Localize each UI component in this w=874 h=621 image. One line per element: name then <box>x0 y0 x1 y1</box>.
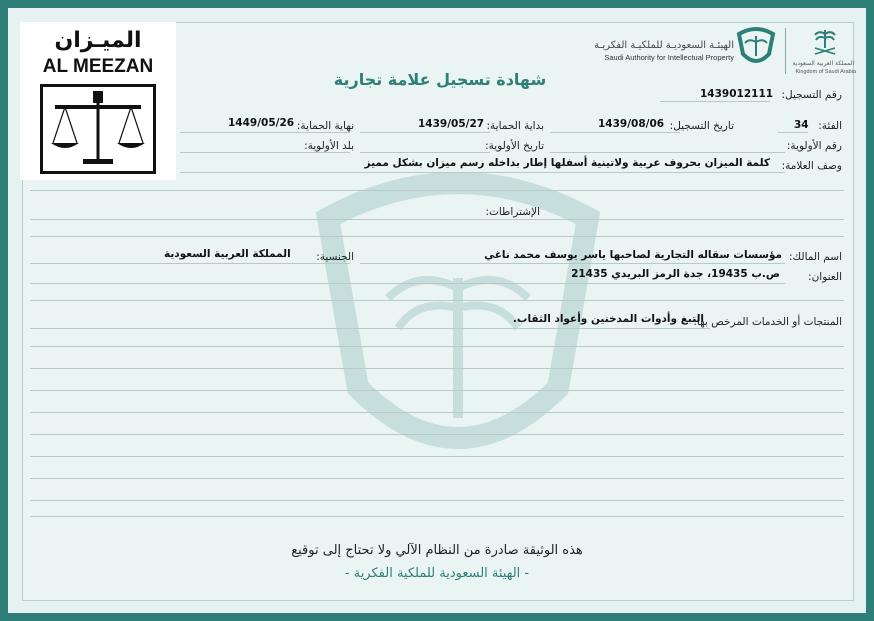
protection-start-value: 1439/05/27 <box>418 118 485 130</box>
nationality-label: الجنسية: <box>316 251 354 263</box>
class-value: 34 <box>794 119 809 131</box>
line <box>180 172 785 173</box>
line <box>30 434 844 435</box>
registration-number-value: 1439012111 <box>700 88 774 100</box>
authority-name-arabic: الهيئـة السعوديـة للملكيـة الفكريـة <box>594 40 734 51</box>
mark-description-value: كلمة الميزان بحروف عربية ولاتينية أسفلها إطار بداخله رسم ميزان بشكل مميز <box>364 157 770 169</box>
line <box>30 412 844 413</box>
line <box>30 300 844 301</box>
line <box>30 390 844 391</box>
line <box>30 190 844 191</box>
protection-end-value: 1449/05/26 <box>228 117 295 129</box>
address-value: ص.ب 19435، جدة الرمز البريدي 21435 <box>571 268 780 280</box>
owner-label: اسم المالك: <box>788 251 842 263</box>
goods-label: المنتجات أو الخدمات المرخص بها: <box>693 316 842 328</box>
line <box>30 236 844 237</box>
footer-notice: هذه الوثيقة صادرة من النظام الآلي ولا تحتاج إلى توقيع <box>291 543 583 558</box>
priority-date-label: تاريخ الأولوية: <box>485 140 544 152</box>
mark-frame <box>40 84 156 174</box>
line <box>30 478 844 479</box>
mark-name-arabic: الميـزان <box>54 28 142 53</box>
registration-number-label: رقم التسجيل: <box>781 89 842 101</box>
class-label: الفئة: <box>818 120 842 132</box>
address-label: العنوان: <box>808 271 842 283</box>
footer-authority: - الهيئة السعودية للملكية الفكرية - <box>344 566 530 581</box>
mark-name-english: AL MEEZAN <box>42 56 154 77</box>
conditions-label: الإشتراطات: <box>485 206 540 218</box>
owner-value: مؤسسات سقاله التجارية لصاحبها ياسر يوسف محمد ناغي <box>484 249 782 261</box>
certificate-title: شهادة تسجيل علامة تجارية <box>333 70 547 89</box>
goods-value: التبغ وأدوات المدخنين وأعواد الثقاب. <box>512 313 704 325</box>
trademark-image <box>20 22 176 180</box>
line <box>30 283 785 284</box>
line <box>360 152 490 153</box>
saip-shield-icon <box>736 24 776 68</box>
protection-end-label: نهاية الحماية: <box>296 120 354 132</box>
line <box>30 219 844 220</box>
line <box>180 152 350 153</box>
line <box>30 456 844 457</box>
kingdom-name-english: Kingdom of Saudi Arabia <box>795 69 856 75</box>
mark-description-label: وصف العلامة: <box>781 160 842 172</box>
header-divider <box>785 28 786 74</box>
line <box>550 152 785 153</box>
line <box>30 516 844 517</box>
line <box>360 132 490 133</box>
scale-of-justice-icon <box>43 87 153 171</box>
line <box>30 263 350 264</box>
line <box>360 263 785 264</box>
line <box>30 368 844 369</box>
authority-name-english: Saudi Authority for Intellectual Property <box>604 53 734 62</box>
kingdom-name-arabic: المملكة العربية السعودية <box>792 60 854 67</box>
line <box>30 346 844 347</box>
registration-date-value: 1439/08/06 <box>598 118 665 130</box>
line <box>550 132 680 133</box>
line <box>778 132 808 133</box>
priority-country-label: بلد الأولوية: <box>304 140 354 152</box>
line <box>30 500 844 501</box>
line <box>30 328 710 329</box>
line <box>660 101 770 102</box>
palm-swords-emblem-icon <box>810 26 840 58</box>
protection-start-label: بداية الحماية: <box>486 120 544 132</box>
authority-header <box>596 22 866 82</box>
priority-number-label: رقم الأولوية: <box>786 140 842 152</box>
registration-date-label: تاريخ التسجيل: <box>669 120 734 132</box>
line <box>180 132 350 133</box>
nationality-value: المملكة العربية السعودية <box>164 248 291 260</box>
